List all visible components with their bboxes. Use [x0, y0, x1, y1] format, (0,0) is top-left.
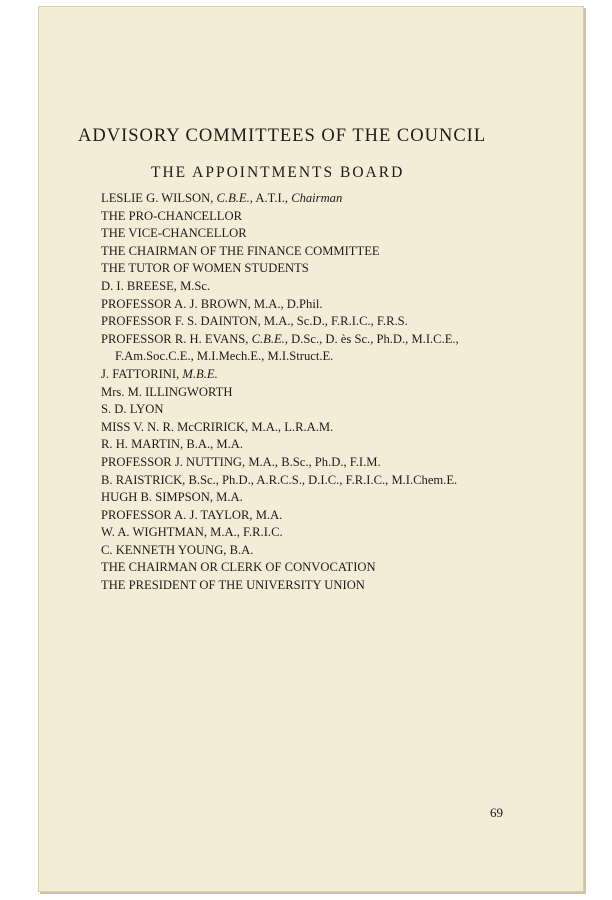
member-name: D. I. BREESE,	[101, 278, 181, 293]
member-entry	[101, 331, 521, 366]
member-entry	[101, 260, 521, 278]
show-through-text	[232, 108, 239, 125]
member-entry	[101, 384, 521, 402]
member-name: THE CHAIRMAN OF THE FINANCE COMMITTEE	[101, 243, 380, 258]
page-heading: ADVISORY COMMITTEES OF THE COUNCIL	[78, 126, 487, 146]
member-entry	[101, 366, 521, 384]
member-entry	[101, 419, 521, 437]
member-entry	[101, 542, 521, 560]
member-name: PROFESSOR J. NUTTING,	[101, 454, 249, 469]
member-entry	[101, 401, 521, 419]
member-list	[101, 190, 521, 595]
member-name: THE TUTOR OF WOMEN STUDENTS	[101, 261, 309, 276]
member-entry	[101, 436, 521, 454]
member-qualifications: M.A.	[255, 507, 283, 522]
member-qualifications: M.A., F.R.I.C.	[210, 525, 283, 540]
member-entry	[101, 507, 521, 525]
member-name: HUGH B. SIMPSON,	[101, 490, 217, 505]
member-name: R. H. MARTIN,	[101, 437, 187, 452]
member-honour: C.B.E.,	[216, 191, 253, 205]
member-entry	[101, 489, 521, 507]
member-name: LESLIE G. WILSON,	[101, 191, 217, 205]
section-title: THE APPOINTMENTS BOARD	[151, 164, 405, 181]
member-name: PROFESSOR A. J. TAYLOR,	[101, 507, 256, 522]
member-entry	[101, 190, 521, 208]
member-entry	[101, 278, 521, 296]
member-qualifications: B.A., M.A.	[186, 437, 243, 452]
member-name: W. A. WIGHTMAN,	[101, 525, 211, 540]
member-entry	[101, 577, 521, 595]
member-qualifications: A.T.I.,	[252, 191, 292, 205]
member-name: MISS V. N. R. McCRIRICK,	[101, 419, 252, 434]
member-qualifications: M.A.	[216, 490, 243, 505]
member-name: PROFESSOR R. H. EVANS,	[101, 331, 252, 346]
member-name: THE PRO-CHANCELLOR	[101, 208, 242, 223]
member-entry	[101, 243, 521, 261]
member-qualifications: B.A.	[229, 542, 254, 557]
page-number: 69	[490, 805, 503, 820]
member-name: THE PRESIDENT OF THE UNIVERSITY UNION	[101, 578, 365, 593]
member-qualifications: B.Sc., Ph.D., A.R.C.S., D.I.C., F.R.I.C., M.I.Chem.E.	[188, 472, 458, 487]
member-qualifications: M.A., Sc.D., F.R.I.C., F.R.S.	[263, 314, 408, 329]
member-name: THE CHAIRMAN OR CLERK OF CONVOCATION	[101, 560, 376, 575]
member-name: S. D. LYON	[101, 402, 164, 417]
member-entry	[101, 524, 521, 542]
member-name: J. FATTORINI,	[101, 366, 183, 381]
member-honour: M.B.E.	[182, 366, 218, 381]
member-qualifications: M.A., D.Phil.	[253, 296, 323, 311]
member-role: Chairman	[291, 191, 343, 205]
member-qualifications: M.A., L.R.A.M.	[251, 419, 334, 434]
member-entry	[101, 208, 521, 226]
member-name: Mrs. M. ILLINGWORTH	[101, 384, 233, 399]
member-entry	[101, 454, 521, 472]
member-name: C. KENNETH YOUNG,	[101, 542, 230, 557]
member-qualifications: D.Sc., D. ès Sc., Ph.D., M.I.C.E.,	[287, 331, 459, 346]
member-entry	[101, 313, 521, 331]
member-qualifications-continued: F.Am.Soc.C.E., M.I.Mech.E., M.I.Struct.E.	[115, 349, 334, 364]
member-honour: C.B.E.,	[251, 331, 288, 346]
member-name: THE VICE-CHANCELLOR	[101, 226, 247, 241]
member-entry	[101, 559, 521, 577]
member-name: B. RAISTRICK,	[101, 472, 189, 487]
member-qualifications: M.A., B.Sc., Ph.D., F.I.M.	[248, 454, 381, 469]
member-name: PROFESSOR F. S. DAINTON,	[101, 314, 264, 329]
member-qualifications: M.Sc.	[180, 278, 211, 293]
member-entry	[101, 296, 521, 314]
member-entry	[101, 472, 521, 490]
member-name: PROFESSOR A. J. BROWN,	[101, 296, 254, 311]
member-entry	[101, 225, 521, 243]
